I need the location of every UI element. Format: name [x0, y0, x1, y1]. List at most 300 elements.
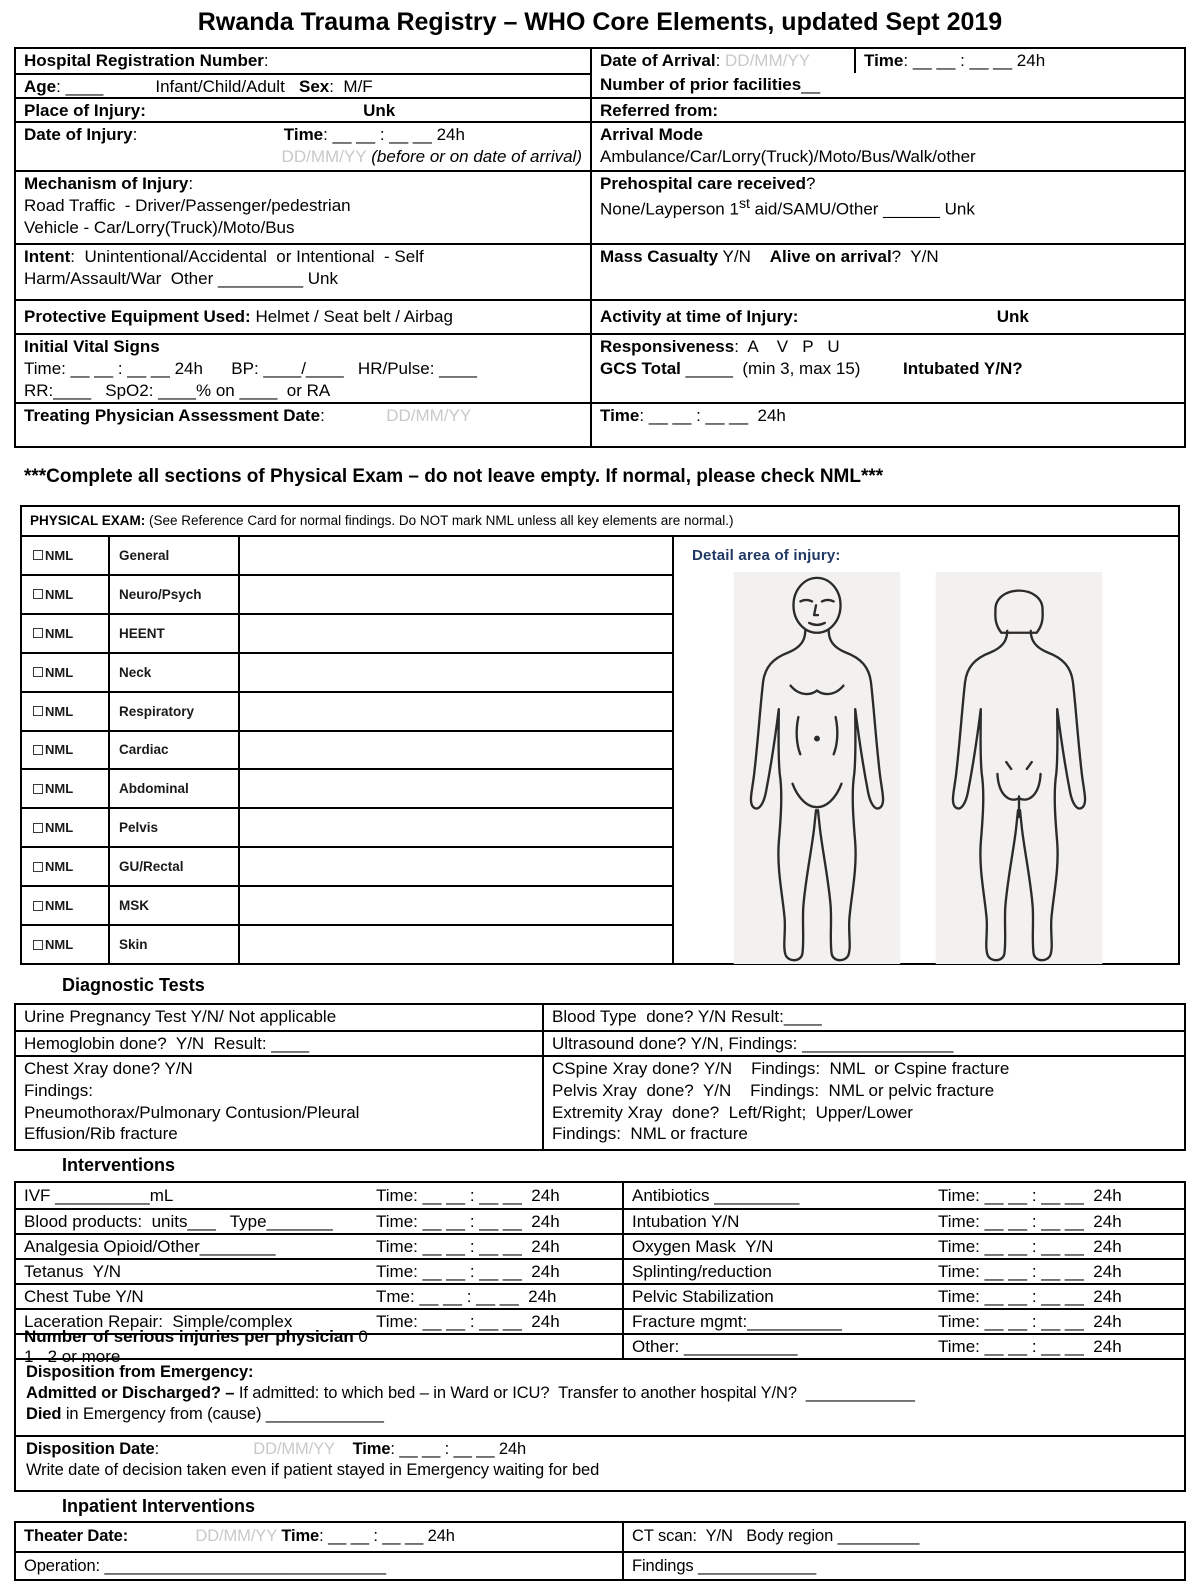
text-segment: Blood Type done? Y/N Result:____ [552, 1007, 822, 1026]
nml-checkbox[interactable] [22, 654, 110, 691]
exam-section-label: GU/Rectal [110, 848, 240, 885]
text-segment: Time: __ __ : __ __ 24h BP: ____/____ HR/Pulse: ____ [24, 358, 477, 378]
text-segment: Intent [24, 247, 71, 266]
physical-exam-banner: ***Complete all sections of Physical Exam – do not leave empty. If normal, please check NML*** [24, 466, 884, 487]
header-left-column [16, 49, 590, 446]
nml-checkbox[interactable] [22, 848, 110, 885]
exam-row [22, 768, 672, 807]
nml-label: NML [45, 820, 74, 836]
form-line [24, 1006, 534, 1028]
text-segment: : [132, 125, 284, 144]
text-segment: Harm/Assault/War Other _________ Unk [24, 268, 339, 288]
cell-chest-xray [16, 1055, 542, 1149]
exam-row [22, 730, 672, 769]
form-line [24, 405, 582, 427]
text-segment [128, 1527, 195, 1545]
text-segment: Chest Tube Y/N [24, 1286, 144, 1306]
cell-arrival-time [854, 49, 1184, 73]
cell-ultrasound [544, 1030, 1184, 1055]
exam-findings-cell[interactable] [240, 848, 672, 885]
intervention-label [24, 1287, 376, 1307]
text-segment: Time [283, 125, 324, 144]
form-line [24, 1033, 534, 1055]
text-segment: Died [26, 1405, 62, 1424]
intervention-time-field [376, 1312, 614, 1332]
form-line [552, 1006, 1176, 1028]
text-segment: ? [806, 174, 816, 193]
text-segment: None/Layperson 1 [600, 199, 739, 219]
nml-label: NML [45, 586, 74, 602]
text-segment: Theater Date: [24, 1527, 129, 1545]
exam-findings-cell[interactable] [240, 887, 672, 924]
nml-label: NML [45, 547, 74, 563]
form-line [600, 146, 1176, 168]
intervention-row [16, 1326, 622, 1366]
nml-label: NML [45, 742, 74, 758]
cell-arrival-mode [592, 121, 1184, 170]
form-line [24, 195, 582, 217]
text-segment: : __ __ : __ __ 24h [639, 406, 786, 425]
nml-label: NML [45, 859, 74, 875]
nml-checkbox[interactable] [22, 615, 110, 652]
diagnostics-right-column [542, 1005, 1184, 1149]
intervention-label [24, 1212, 376, 1232]
intervention-label [632, 1262, 938, 1282]
exam-findings-cell[interactable] [240, 654, 672, 691]
text-segment: Other: ____________ [632, 1336, 798, 1356]
text-segment: Oxygen Mask Y/N [632, 1236, 774, 1256]
intervention-time-field [938, 1262, 1176, 1282]
diagnostics-heading: Diagnostic Tests [62, 975, 205, 995]
cell-prehospital-care [592, 170, 1184, 243]
text-segment: Time: __ __ : __ __ 24h [938, 1185, 1122, 1205]
text-segment: _____ (min 3, max 15) [680, 358, 903, 378]
form-line [26, 1439, 1174, 1460]
intervention-row [16, 1258, 622, 1283]
text-segment: Time [281, 1527, 320, 1545]
form-line [24, 336, 582, 358]
form-line [24, 146, 582, 168]
nml-label: NML [45, 898, 74, 914]
text-segment: : [715, 51, 726, 70]
intervention-row [624, 1183, 1184, 1208]
patient-header-table [14, 47, 1186, 448]
checkbox-square-icon [33, 823, 43, 833]
exam-findings-cell[interactable] [240, 770, 672, 807]
text-segment: Responsiveness [600, 337, 735, 356]
exam-findings-cell[interactable] [240, 537, 672, 574]
text-segment: Findings: [24, 1080, 93, 1100]
exam-row [22, 537, 672, 574]
intervention-row [16, 1208, 622, 1233]
text-segment: Findings _____________ [632, 1556, 817, 1575]
text-segment: Vehicle - Car/Lorry(Truck)/Moto/Bus [24, 217, 295, 237]
exam-section-label: MSK [110, 887, 240, 924]
nml-label: NML [45, 781, 74, 797]
form-line [552, 1102, 1176, 1124]
text-segment: __ [801, 75, 821, 94]
text-segment: If admitted: to which bed – in Ward or ICU? Transfer to another hospital Y/N? ____________ [234, 1384, 915, 1403]
text-segment: Blood products: units___ Type_______ [24, 1211, 333, 1231]
text-segment: : [154, 1439, 254, 1458]
intervention-time-field [376, 1186, 614, 1206]
exam-row [22, 691, 672, 730]
text-segment: Time: __ __ : __ __ 24h [938, 1311, 1122, 1331]
nml-checkbox[interactable] [22, 693, 110, 730]
text-segment: 0 1 2 or more [24, 1326, 387, 1366]
text-segment: Arrival Mode [600, 125, 703, 144]
text-segment: : [263, 51, 269, 70]
text-segment: Time: __ __ : __ __ 24h [376, 1211, 560, 1231]
detail-area-label: Detail area of injury: [692, 547, 841, 564]
text-segment: Hospital Registration Number [24, 51, 264, 70]
intervention-time-field [938, 1312, 1176, 1332]
form-line [552, 1123, 1176, 1145]
form-line [600, 124, 1176, 146]
intervention-time-field [376, 1287, 614, 1307]
form-line [632, 1556, 1176, 1577]
text-segment: Initial Vital Signs [24, 337, 160, 356]
checkbox-square-icon [33, 628, 43, 638]
intervention-label [632, 1212, 938, 1232]
cell-disposition-date [16, 1435, 1184, 1490]
text-segment: : __ __ : __ __ 24h [390, 1439, 527, 1458]
intervention-label [632, 1312, 938, 1332]
text-segment: Age [24, 77, 57, 96]
cell-responsiveness-gcs [592, 333, 1184, 402]
exam-section-label: Cardiac [110, 732, 240, 769]
form-line [24, 1123, 534, 1145]
exam-findings-cell[interactable] [240, 809, 672, 846]
text-segment: Road Traffic - Driver/Passenger/pedestrian [24, 195, 351, 215]
nml-checkbox[interactable] [22, 537, 110, 574]
exam-row [22, 924, 672, 963]
checkbox-square-icon [33, 667, 43, 677]
form-line [632, 1526, 1176, 1547]
cell-operation [16, 1551, 622, 1579]
text-segment: st [738, 195, 750, 212]
text-segment: Activity at time of Injury: [600, 307, 799, 326]
form-line [24, 380, 582, 402]
intervention-time-field [376, 1262, 614, 1282]
text-segment [798, 307, 996, 326]
text-segment: : [188, 174, 194, 193]
exam-row [22, 846, 672, 885]
text-segment: Write date of decision taken even if patient stayed in Emergency waiting for bed [26, 1460, 600, 1479]
cell-theater-date [16, 1523, 622, 1551]
exam-row [22, 574, 672, 613]
text-segment: Protective Equipment Used: [24, 307, 251, 326]
text-segment: Intubation Y/N [632, 1211, 740, 1231]
cell-physician-assessment-date [16, 402, 590, 446]
text-segment: Mechanism of Injury [24, 174, 189, 193]
intervention-time-field [938, 1237, 1176, 1257]
text-segment: Time [864, 51, 904, 70]
diagnostics-left-column [16, 1005, 542, 1149]
exam-findings-cell[interactable] [240, 732, 672, 769]
intervention-label [632, 1186, 938, 1206]
form-line [24, 173, 582, 195]
form-line [24, 50, 582, 72]
cell-intent [16, 243, 590, 299]
cell-mechanism-of-injury [16, 170, 590, 243]
exam-findings-cell[interactable] [240, 576, 672, 613]
text-segment: aid/SAMU/Other ______ Unk [749, 199, 975, 219]
cell-age-sex [16, 73, 590, 97]
cell-place-of-injury [16, 97, 590, 121]
injury-detail-area [674, 537, 1178, 963]
form-line [24, 124, 582, 146]
intervention-row [624, 1333, 1184, 1358]
form-line [26, 1460, 1174, 1481]
form-line [600, 405, 1176, 427]
interventions-right-column [622, 1183, 1184, 1358]
inpatient-heading: Inpatient Interventions [62, 1496, 256, 1516]
text-segment: : M/F [329, 77, 373, 96]
cell-assessment-time [592, 402, 1184, 446]
intervention-row [16, 1283, 622, 1308]
text-segment: Disposition from Emergency: [26, 1363, 254, 1381]
text-segment: Place of Injury: [24, 101, 146, 120]
cell-activity-at-injury [592, 299, 1184, 333]
exam-row [22, 652, 672, 691]
text-segment: Mass Casualty [600, 247, 719, 266]
text-segment: (See Reference Card for normal findings. Do NOT mark NML unless all key elements are normal.) [145, 513, 734, 529]
nml-checkbox[interactable] [22, 926, 110, 963]
interventions-left-column [16, 1183, 622, 1366]
text-segment: Time: __ __ : __ __ 24h [938, 1286, 1122, 1306]
text-segment: Time: __ __ : __ __ 24h [376, 1236, 560, 1256]
intervention-row [16, 1233, 622, 1258]
form-line [24, 100, 582, 121]
form-line [24, 268, 582, 290]
form-line [24, 1556, 614, 1577]
text-segment: DD/MM/YY [725, 51, 811, 70]
text-segment: IVF __________mL [24, 1185, 174, 1205]
text-segment: Time: __ __ : __ __ 24h [938, 1336, 1122, 1356]
text-segment: Alive on arrival [769, 247, 892, 266]
form-line [600, 336, 1176, 358]
text-segment: Prehospital care received [600, 174, 807, 193]
nml-checkbox[interactable] [22, 732, 110, 769]
form-line [26, 1404, 1174, 1425]
cell-initial-vital-signs [16, 333, 590, 402]
text-segment: Intubated Y/N? [902, 358, 1023, 378]
text-segment: Time: __ __ : __ __ 24h [376, 1261, 560, 1281]
intervention-row [624, 1283, 1184, 1308]
form-line [24, 1526, 614, 1547]
text-segment: Sex [298, 77, 330, 96]
text-segment: Helmet / Seat belt / Airbag [250, 307, 453, 326]
intervention-time-field [938, 1212, 1176, 1232]
exam-findings-cell[interactable] [240, 615, 672, 652]
text-segment: Tetanus Y/N [24, 1261, 122, 1281]
text-segment: Analgesia Opioid/Other________ [24, 1236, 276, 1256]
text-segment: Ambulance/Car/Lorry(Truck)/Moto/Bus/Walk/other [600, 146, 976, 166]
checkbox-square-icon [33, 862, 43, 872]
nml-checkbox[interactable] [22, 576, 110, 613]
form-line [552, 1033, 1176, 1055]
exam-section-label: General [110, 537, 240, 574]
form-line [24, 1102, 534, 1124]
text-segment [146, 101, 363, 120]
cell-referred-from [592, 97, 1184, 121]
nml-checkbox[interactable] [22, 809, 110, 846]
exam-section-label: Skin [110, 926, 240, 963]
text-segment: Unk [996, 307, 1029, 326]
body-front-figure [730, 572, 904, 964]
form-line [26, 1362, 1174, 1383]
physical-exam-body [22, 537, 1178, 963]
text-segment: CT scan: Y/N Body region _________ [632, 1527, 920, 1545]
intervention-row [624, 1258, 1184, 1283]
intervention-label [632, 1287, 938, 1307]
cell-ct-scan [624, 1523, 1184, 1551]
checkbox-square-icon [33, 784, 43, 794]
cell-date-of-arrival-row [592, 49, 1184, 73]
text-segment: Pelvic Stabilization [632, 1286, 774, 1306]
intervention-row [624, 1208, 1184, 1233]
intervention-time-field [938, 1186, 1176, 1206]
cell-prior-facilities [592, 73, 1184, 97]
text-segment: Hemoglobin done? Y/N Result: ____ [24, 1034, 310, 1053]
text-segment: in Emergency from (cause) _____________ [61, 1405, 384, 1424]
text-segment: Y/N [718, 247, 770, 266]
text-segment: Ultrasound done? Y/N, Findings: ________________ [552, 1034, 954, 1053]
exam-findings-cell[interactable] [240, 926, 672, 963]
text-segment: DD/MM/YY [281, 146, 367, 166]
text-segment: RR:____ SpO2: ____% on ____ or RA [24, 380, 331, 400]
form-line [26, 1383, 1174, 1404]
text-segment: Effusion/Rib fracture [24, 1124, 178, 1144]
checkbox-square-icon [33, 940, 43, 950]
text-segment: Referred from: [600, 101, 719, 120]
intervention-time-field [938, 1287, 1176, 1307]
text-segment: Number of serious injuries per physician [24, 1326, 354, 1346]
cell-spine-pelvis-extremity-xray [544, 1055, 1184, 1149]
text-segment: (before or on date of arrival) [366, 146, 582, 166]
text-segment: Fracture mgmt:__________ [632, 1311, 842, 1331]
inpatient-left-column [16, 1523, 622, 1579]
cell-urine-pregnancy [16, 1005, 542, 1030]
text-segment: Time [352, 1439, 391, 1458]
cell-ct-findings [624, 1551, 1184, 1579]
text-segment: Splinting/reduction [632, 1261, 772, 1281]
cell-hemoglobin [16, 1030, 542, 1055]
form-line [552, 1058, 1176, 1080]
form-line [30, 512, 734, 529]
text-segment: ? Y/N [891, 247, 939, 266]
nml-checkbox[interactable] [22, 887, 110, 924]
nml-label: NML [45, 664, 74, 680]
cell-date-of-injury [16, 121, 590, 170]
form-line [24, 1080, 534, 1102]
checkbox-square-icon [33, 901, 43, 911]
text-segment: Date of Arrival [600, 51, 716, 70]
form-line [600, 195, 1176, 220]
cell-disposition-from-emergency [16, 1358, 1184, 1435]
nml-label: NML [45, 703, 74, 719]
cell-protective-equipment [16, 299, 590, 333]
intervention-label [24, 1262, 376, 1282]
text-segment: Pneumothorax/Pulmonary Contusion/Pleural [24, 1102, 360, 1122]
exam-section-label: Neuro/Psych [110, 576, 240, 613]
form-line [24, 358, 582, 380]
text-segment: DD/MM/YY [386, 406, 472, 425]
form-line [600, 246, 1176, 268]
text-segment: Treating Physician Assessment Date [24, 406, 321, 425]
diagnostics-table [14, 1003, 1186, 1151]
nml-label: NML [45, 625, 74, 641]
text-segment: : __ __ : __ __ 24h [323, 125, 465, 144]
checkbox-square-icon [33, 550, 43, 560]
form-line [24, 76, 582, 97]
physical-exam-section [20, 505, 1180, 965]
body-diagrams [730, 572, 1178, 964]
text-segment: Date of Injury [24, 125, 133, 144]
form-line [24, 306, 582, 328]
interventions-table [14, 1181, 1186, 1492]
text-segment: Disposition Date [26, 1439, 155, 1458]
text-segment: Time: __ __ : __ __ 24h [376, 1185, 560, 1205]
page-title: Rwanda Trauma Registry – WHO Core Elements, updated Sept 2019 [197, 8, 1003, 36]
text-segment: DD/MM/YY [253, 1439, 335, 1458]
text-segment: Extremity Xray done? Left/Right; Upper/Lower [552, 1102, 913, 1122]
intervention-time-field [938, 1337, 1176, 1357]
text-segment: PHYSICAL EXAM: [30, 513, 146, 529]
text-segment: DD/MM/YY [195, 1527, 277, 1545]
cell-blood-type [544, 1005, 1184, 1030]
text-segment: Pelvis Xray done? Y/N Findings: NML or pelvic fracture [552, 1080, 995, 1100]
exam-section-label: HEENT [110, 615, 240, 652]
text-segment: : ____ Infant/Child/Adult [56, 77, 299, 96]
body-back-figure [932, 572, 1106, 964]
text-segment: Time: __ __ : __ __ 24h [938, 1236, 1122, 1256]
intervention-label [632, 1337, 938, 1357]
form-line [600, 173, 1176, 195]
interventions-heading: Interventions [62, 1155, 176, 1175]
exam-section-label: Neck [110, 654, 240, 691]
form-line [600, 306, 1176, 328]
form-line [552, 1080, 1176, 1102]
form-line [600, 358, 1176, 380]
text-segment: Laceration Repair: Simple/complex [24, 1311, 293, 1331]
physical-exam-table [22, 537, 674, 963]
intervention-time-field [376, 1237, 614, 1257]
text-segment: Findings: NML or fracture [552, 1124, 748, 1144]
text-segment: Tme: __ __ : __ __ 24h [376, 1286, 557, 1306]
intervention-time-field [376, 1212, 614, 1232]
checkbox-square-icon [33, 706, 43, 716]
exam-findings-cell[interactable] [240, 693, 672, 730]
text-segment: Time: __ __ : __ __ 24h [938, 1261, 1122, 1281]
intervention-label [24, 1237, 376, 1257]
text-segment: Time [600, 406, 640, 425]
physical-exam-header [22, 507, 1178, 537]
form-line [600, 74, 1176, 96]
nml-checkbox[interactable] [22, 770, 110, 807]
text-segment: Antibiotics _________ [632, 1185, 800, 1205]
exam-section-label: Respiratory [110, 693, 240, 730]
text-segment: Chest Xray done? Y/N [24, 1059, 193, 1078]
intervention-row [624, 1233, 1184, 1258]
text-segment: Unk [363, 101, 396, 120]
text-segment: : A V P U [734, 337, 840, 356]
cell-date-of-arrival [592, 49, 854, 73]
intervention-row [16, 1183, 622, 1208]
intervention-row [624, 1308, 1184, 1333]
text-segment: : Unintentional/Accidental or Intentional - Self [70, 247, 424, 266]
